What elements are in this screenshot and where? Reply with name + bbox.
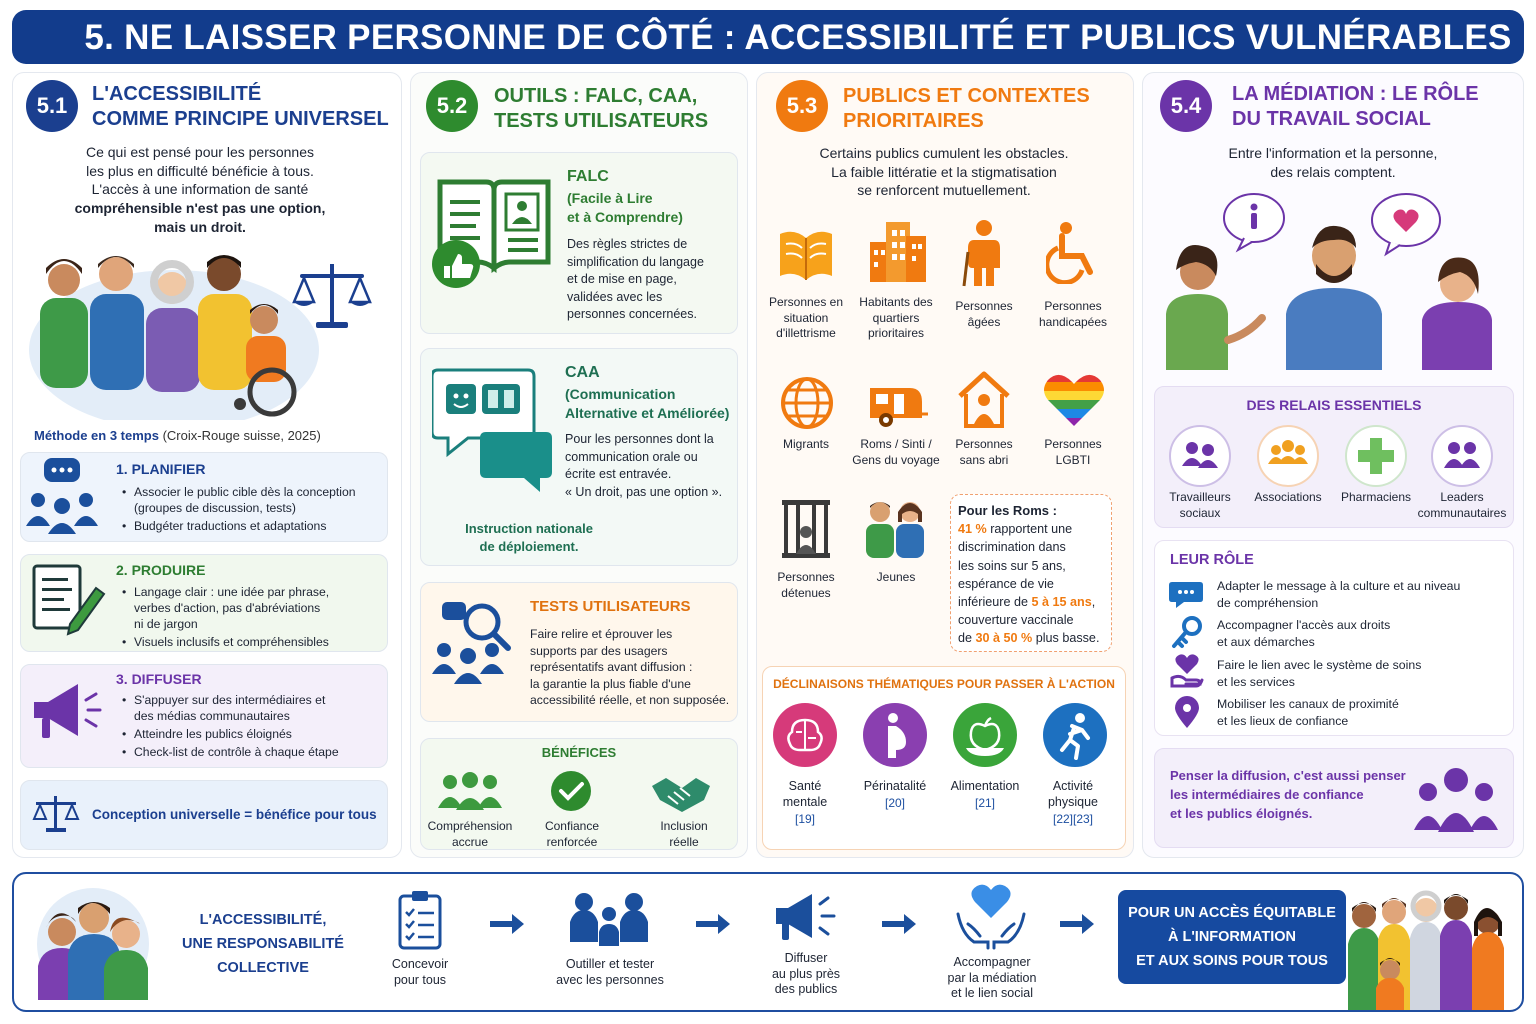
open-book-illiteracy-icon	[778, 226, 834, 282]
family-group-icon	[566, 890, 652, 948]
caa-note: Instruction nationale de déploiement.	[465, 521, 593, 554]
public-label: Personnes sans abri	[955, 437, 1013, 467]
bullet-item: • Check-list de contrôle à chaque étape	[120, 744, 384, 760]
bullet-item: • Budgéter traductions et adaptations	[120, 518, 384, 534]
relay-label: Travailleurs sociaux	[1169, 490, 1231, 520]
speech-bubble-icon	[1168, 578, 1204, 608]
step-produce-bullets	[120, 584, 384, 652]
user-tests-title: TESTS UTILISATEURS	[530, 598, 691, 615]
relay-label: Pharmaciens	[1340, 490, 1412, 504]
section-intro: Certains publics cumulent les obstacles. La faible littératie et la stigmatisation se renforcent mutuellement.	[819, 145, 1069, 198]
section-badge: 5.2	[426, 80, 478, 132]
user-tests-text: Faire relire et éprouver les supports par des usagers représentatifs avant diffusion : la garantie la plus fiable d'une accessibilité réelle, et non supposée.	[530, 627, 730, 707]
theme-reference: [19]	[794, 812, 815, 826]
theme-reference: [22][23]	[1052, 812, 1094, 826]
community-leaders-icon	[1430, 424, 1494, 488]
heart-hand-icon	[1170, 654, 1204, 690]
open-book-icon	[430, 172, 556, 290]
diverse-community-illustration	[1348, 886, 1518, 1010]
team-discussion-icon	[24, 456, 104, 536]
heart-hands-icon	[954, 884, 1028, 950]
roms-highlight: 30 à 50 %	[975, 631, 1033, 646]
relay-label: Leaders communautaires	[1417, 490, 1507, 520]
roms-statistics-text	[958, 502, 1108, 648]
benefit-label: Inclusion réelle	[660, 819, 708, 849]
step-diffuse-title: 3. DIFFUSER	[116, 671, 202, 687]
bottom-step-label: Concevoir pour tous	[391, 957, 449, 987]
bullet-item: • Langage clair : une idée par phrase, verbes d'action, pas d'abréviations ni de jargon	[120, 584, 384, 632]
public-label: Personnes âgées	[955, 299, 1013, 329]
handshake-icon	[650, 772, 712, 812]
caravan-icon	[866, 380, 928, 430]
falc-subtitle: (Facile à Lire et à Comprendre)	[567, 190, 683, 225]
globe-icon	[780, 376, 834, 430]
theme-label: Activité physique	[1047, 779, 1099, 809]
rainbow-heart-icon	[1044, 372, 1104, 428]
mediation-illustration	[1158, 190, 1508, 370]
location-pin-icon	[1174, 696, 1200, 730]
public-label: Personnes LGBTI	[1044, 437, 1102, 467]
bullet-item: • Atteindre les publics éloignés	[120, 726, 384, 742]
group-people-icon	[436, 770, 504, 812]
bottom-step-label: Accompagner par la médiation et le lien social	[947, 955, 1037, 1000]
balance-scale-icon	[32, 794, 80, 834]
wheelchair-icon	[1046, 222, 1100, 284]
section-title: L'ACCESSIBILITÉ COMME PRINCIPE UNIVERSEL	[92, 83, 389, 130]
benefit-label: Compréhension accrue	[427, 819, 513, 849]
roms-line: inférieure de	[958, 595, 1032, 610]
homeless-shelter-icon	[956, 370, 1012, 430]
role-item: Faire le lien avec le système de soins et les services	[1217, 658, 1422, 689]
caa-title: CAA	[565, 364, 600, 381]
megaphone-broadcast-icon	[772, 890, 842, 946]
brain-icon	[772, 702, 838, 768]
public-label: Personnes détenues	[777, 570, 835, 600]
public-label: Habitants des quartiers prioritaires	[859, 295, 933, 340]
section-intro: Ce qui est pensé pour les personnes les plus en difficulté bénéficie à tous. L'accès à une information de santé	[85, 144, 315, 197]
header-banner	[12, 10, 1524, 64]
section-title: PUBLICS ET CONTEXTES PRIORITAIRES	[843, 85, 1090, 132]
page-title: 5. NE LAISSER PERSONNE DE CÔTÉ : ACCESSIBILITÉ ET PUBLICS VULNÉRABLES	[84, 18, 1512, 57]
speech-bubbles-icon	[432, 364, 556, 494]
role-item: Accompagner l'accès aux droits et aux démarches	[1217, 618, 1391, 649]
bottom-step-label: Diffuser au plus près des publics	[771, 951, 841, 996]
roms-line: plus basse.	[1032, 631, 1100, 646]
role-item: Adapter le message à la culture et au niveau de compréhension	[1217, 579, 1461, 610]
falc-title: FALC	[567, 168, 609, 185]
section-badge: 5.4	[1160, 80, 1212, 132]
relays-title: DES RELAIS ESSENTIELS	[1246, 397, 1422, 413]
roms-line: couverture vaccinale	[958, 613, 1074, 628]
caa-subtitle: (Communication Alternative et Améliorée)	[565, 386, 730, 421]
roms-title: Pour les Roms :	[958, 503, 1057, 518]
diffusion-note-text: Penser la diffusion, c'est aussi penser les intermédiaires de confiance et les publics éloignés.	[1170, 768, 1406, 821]
roms-highlight: 41 %	[958, 522, 987, 537]
section-badge: 5.1	[26, 80, 78, 132]
social-workers-icon	[1168, 424, 1232, 488]
relay-label: Associations	[1254, 490, 1322, 504]
public-label: Personnes handicapées	[1038, 299, 1108, 329]
roms-line: discrimination dans	[958, 540, 1066, 555]
method-source: (Croix-Rouge suisse, 2025)	[162, 428, 321, 443]
step-plan-title: 1. PLANIFIER	[116, 461, 206, 477]
roms-line: ,	[1091, 595, 1096, 610]
benefit-label: Confiance renforcée	[544, 819, 600, 849]
theme-label: Alimentation	[950, 779, 1020, 793]
theme-reference: [20]	[884, 796, 905, 810]
document-pen-icon	[30, 562, 106, 638]
diverse-people-illustration	[24, 240, 394, 420]
public-label: Personnes en situation d'illettrisme	[768, 295, 844, 340]
roms-highlight: 5 à 15 ans	[1031, 595, 1092, 610]
public-label: Migrants	[782, 437, 829, 451]
public-label: Roms / Sinti / Gens du voyage	[852, 437, 940, 467]
bullet-item: • S'appuyer sur des intermédiaires et des médias communautaires	[120, 692, 384, 724]
roms-line: rapportent une	[986, 522, 1073, 537]
step-diffuse-bullets	[120, 692, 384, 762]
section-title: LA MÉDIATION : LE RÔLE DU TRAVAIL SOCIAL	[1232, 83, 1479, 130]
associations-icon	[1256, 424, 1320, 488]
clipboard-checklist-icon	[396, 888, 444, 950]
prison-bars-icon	[780, 498, 832, 560]
section-intro: Entre l'information et la personne, des relais comptent.	[1228, 145, 1438, 180]
bullet-item: • Visuels inclusifs et compréhensibles	[120, 634, 384, 650]
community-group-icon	[1410, 764, 1502, 834]
step-plan-bullets	[120, 484, 384, 536]
theme-reference: [21]	[974, 796, 995, 810]
collective-responsibility-title: L'ACCESSIBILITÉ, UNE RESPONSABILITÉ COLLECTIVE	[182, 912, 344, 976]
arrow-right-icon	[880, 912, 918, 936]
user-testing-icon	[428, 598, 516, 690]
family-hug-illustration	[28, 884, 158, 1004]
themes-title: DÉCLINAISONS THÉMATIQUES POUR PASSER À L'ACTION	[773, 677, 1115, 691]
equitable-access-callout: POUR UN ACCÈS ÉQUITABLE À L'INFORMATION ET AUX SOINS POUR TOUS	[1118, 890, 1346, 984]
arrow-right-icon	[694, 912, 732, 936]
running-person-icon	[1042, 702, 1108, 768]
universal-design-text: Conception universelle = bénéfice pour tous	[92, 807, 377, 822]
caa-text: Pour les personnes dont la communication orale ou écrite est entravée. « Un droit, pas une option ».	[565, 432, 723, 499]
section-badge: 5.3	[776, 80, 828, 132]
bottom-step-label: Outiller et tester avec les personnes	[556, 957, 664, 987]
step-produce-title: 2. PRODUIRE	[116, 562, 206, 578]
role-title: LEUR RÔLE	[1170, 552, 1254, 568]
arrow-right-icon	[1058, 912, 1096, 936]
section-intro-emphasis: compréhensible n'est pas une option, mais un droit.	[74, 200, 326, 235]
buildings-icon	[866, 218, 928, 282]
falc-text: Des règles strictes de simplification du langage et de mise en page, validées avec les personnes concernées.	[567, 237, 704, 321]
theme-label: Périnatalité	[863, 779, 927, 793]
megaphone-icon	[28, 680, 108, 744]
elderly-person-icon	[960, 218, 1008, 288]
arrow-right-icon	[488, 912, 526, 936]
pharmacy-cross-icon	[1344, 424, 1408, 488]
method-heading-bold: Méthode en 3 temps	[34, 428, 159, 443]
theme-label: Santé mentale	[782, 779, 828, 809]
nutrition-icon	[952, 702, 1018, 768]
roms-line: de	[958, 631, 976, 646]
bullet-item: • Associer le public cible dès la conception (groupes de discussion, tests)	[120, 484, 384, 516]
section-title: OUTILS : FALC, CAA, TESTS UTILISATEURS	[494, 85, 709, 132]
checkmark-icon	[550, 770, 592, 812]
roms-line: espérance de vie	[958, 576, 1054, 591]
roms-line: les soins sur 5 ans,	[958, 558, 1066, 573]
pregnancy-icon	[862, 702, 928, 768]
benefits-title: BÉNÉFICES	[541, 745, 617, 760]
young-people-icon	[860, 498, 930, 560]
key-icon	[1170, 616, 1204, 650]
method-heading	[34, 428, 321, 443]
role-item: Mobiliser les canaux de proximité et les lieux de confiance	[1217, 697, 1399, 728]
public-label: Jeunes	[876, 570, 916, 584]
